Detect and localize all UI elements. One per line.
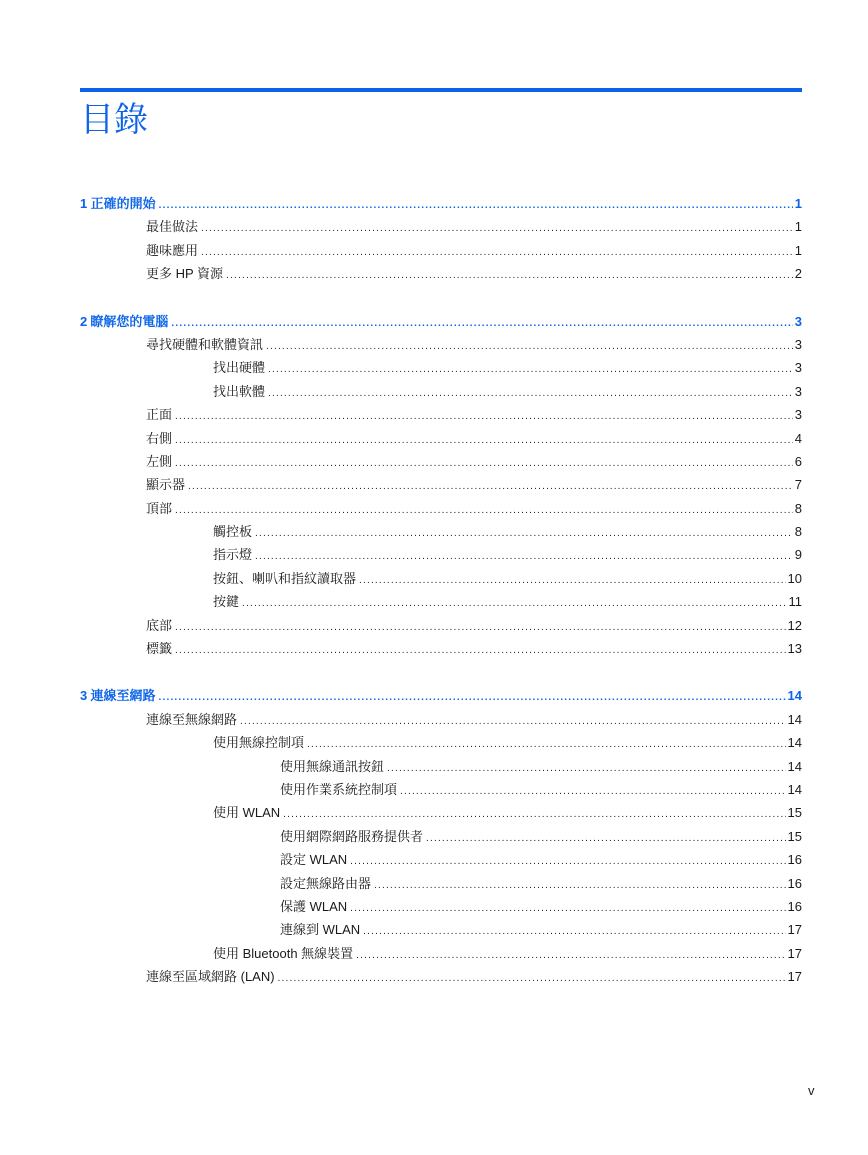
toc-entry[interactable]	[0, 590, 802, 613]
dot-leader	[400, 780, 786, 803]
toc-entry[interactable]	[0, 918, 802, 941]
dot-leader	[201, 241, 793, 264]
toc-entry-label: 連線至網路	[90, 688, 156, 704]
dot-leader	[350, 897, 785, 920]
dot-leader	[359, 569, 786, 592]
dot-leader	[175, 616, 786, 639]
toc-page-number: 8	[794, 524, 802, 540]
page-title: 目錄	[80, 101, 148, 139]
toc-page-number: 9	[794, 547, 802, 563]
toc-entry-label: 連線到 WLAN	[280, 922, 361, 938]
toc-entry[interactable]	[0, 778, 802, 801]
toc-page-number: 14	[787, 711, 802, 727]
toc-page-number: 7	[794, 477, 802, 493]
toc-page-number: 1	[794, 219, 802, 235]
toc-page-number: 3	[794, 383, 802, 399]
toc-entry-label: 頂部	[146, 500, 173, 516]
toc-entry-label: 按鈕、喇叭和指紋讀取器	[213, 570, 357, 586]
chapter-number: 1	[80, 196, 88, 211]
toc-entry[interactable]	[0, 872, 802, 895]
chapter-number: 3	[80, 688, 88, 704]
toc-entry-label: 尋找硬體和軟體資訊	[146, 336, 264, 352]
dot-leader	[201, 217, 793, 240]
page-number: v	[808, 1083, 815, 1098]
toc-entry[interactable]	[0, 848, 802, 871]
dot-leader	[175, 639, 786, 662]
toc-entry-label: 趣味應用	[146, 242, 199, 258]
dot-leader	[283, 803, 785, 826]
toc-entry[interactable]	[0, 262, 802, 285]
toc-entry-label: 底部	[146, 617, 173, 633]
dot-leader	[356, 944, 785, 967]
toc-page-number: 3	[794, 336, 802, 352]
toc-entry[interactable]	[0, 731, 802, 754]
toc-entry-label: 顯示器	[146, 477, 186, 493]
toc-entry[interactable]	[0, 755, 802, 778]
dot-leader	[363, 920, 785, 943]
toc-entry[interactable]	[0, 520, 802, 543]
toc-entry-label: 右側	[146, 430, 173, 446]
toc-page-number: 8	[794, 500, 802, 516]
toc-entry-label: 按鍵	[213, 594, 240, 610]
toc-entry[interactable]	[0, 801, 802, 824]
toc-entry[interactable]	[0, 497, 802, 520]
table-of-contents	[0, 192, 868, 1013]
chapter-number: 2	[80, 313, 88, 329]
dot-leader	[307, 733, 786, 756]
toc-entry[interactable]	[0, 450, 802, 473]
toc-entry[interactable]	[0, 215, 802, 238]
toc-entry[interactable]	[0, 239, 802, 262]
toc-entry[interactable]	[0, 895, 802, 918]
toc-entry[interactable]	[0, 403, 802, 426]
toc-page-number: 16	[787, 852, 802, 868]
toc-entry-label: 正面	[146, 407, 173, 423]
toc-page-number: 17	[787, 945, 802, 961]
chapter-1	[0, 192, 868, 286]
toc-entry-label: 設定 WLAN	[280, 852, 348, 868]
chapter-2	[0, 310, 868, 661]
toc-entry-label: 使用網際網路服務提供者	[280, 828, 424, 844]
dot-leader	[374, 874, 786, 897]
toc-entry[interactable]	[0, 380, 802, 403]
toc-page-number: 14	[787, 735, 802, 751]
dot-leader	[268, 382, 793, 405]
toc-entry[interactable]	[0, 965, 802, 988]
toc-page-number: 14	[787, 781, 802, 797]
toc-entry[interactable]	[0, 825, 802, 848]
toc-entry-label: 連線至無線網路	[146, 711, 238, 727]
dot-leader	[226, 264, 793, 287]
toc-entry-label: 標籤	[146, 641, 173, 657]
toc-entry[interactable]	[0, 427, 802, 450]
dot-leader	[175, 452, 793, 475]
toc-page-number: 14	[787, 688, 802, 704]
toc-page-number: 11	[788, 594, 802, 610]
toc-entry[interactable]	[0, 708, 802, 731]
toc-chapter-entry[interactable]	[0, 192, 802, 215]
toc-entry-label: 使用 WLAN	[213, 805, 281, 821]
toc-entry[interactable]	[0, 637, 802, 660]
dot-leader	[266, 335, 793, 358]
dot-leader	[175, 405, 793, 428]
dot-leader	[175, 499, 793, 522]
dot-leader	[268, 358, 793, 381]
dot-leader	[242, 592, 786, 615]
dot-leader	[426, 827, 786, 850]
toc-entry[interactable]	[0, 942, 802, 965]
toc-chapter-entry[interactable]	[0, 310, 802, 333]
toc-entry-label: 更多 HP 資源	[146, 266, 224, 282]
toc-entry-label: 設定無線路由器	[280, 875, 372, 891]
toc-page-number: 3	[794, 360, 802, 376]
dot-leader	[255, 522, 793, 545]
toc-page-number: 12	[787, 617, 802, 633]
dot-leader	[188, 475, 793, 498]
toc-page-number: 13	[787, 641, 802, 657]
chapter-3	[0, 684, 868, 988]
toc-page-number: 17	[787, 922, 802, 938]
toc-page-number: 15	[787, 805, 802, 821]
toc-page-number: 16	[787, 898, 802, 914]
dot-leader	[387, 757, 786, 780]
dot-leader	[171, 312, 792, 335]
toc-entry-label: 指示燈	[213, 547, 253, 563]
toc-entry-label: 觸控板	[213, 524, 253, 540]
dot-leader	[350, 850, 785, 873]
toc-entry[interactable]	[0, 473, 802, 496]
toc-entry-label: 瞭解您的電腦	[90, 313, 169, 329]
toc-page-number: 14	[787, 758, 802, 774]
toc-entry-label: 找出硬體	[213, 360, 266, 376]
toc-page-number: 2	[794, 266, 802, 282]
toc-entry-label: 連線至區域網路 (LAN)	[146, 969, 275, 985]
toc-page-number: 15	[787, 828, 802, 844]
toc-entry-label: 左側	[146, 453, 173, 469]
toc-entry[interactable]	[0, 567, 802, 590]
toc-page-number: 16	[787, 875, 802, 891]
toc-entry[interactable]	[0, 614, 802, 637]
dot-leader	[278, 967, 786, 990]
toc-entry-label: 最佳做法	[146, 219, 199, 235]
toc-page-number: 3	[794, 313, 802, 329]
toc-entry-label: 保護 WLAN	[280, 898, 348, 914]
toc-entry-label: 正確的開始	[90, 196, 156, 211]
toc-entry-label: 找出軟體	[213, 383, 266, 399]
dot-leader	[175, 429, 793, 452]
toc-entry-label: 使用無線通訊按鈕	[280, 758, 385, 774]
toc-entry-label: 使用作業系統控制項	[280, 781, 398, 797]
title-rule	[80, 88, 802, 92]
toc-page-number: 1	[794, 196, 802, 211]
toc-page-number: 10	[787, 570, 802, 586]
toc-entry-label: 使用 Bluetooth 無線裝置	[213, 945, 354, 961]
toc-chapter-entry[interactable]	[0, 684, 802, 707]
toc-entry[interactable]	[0, 356, 802, 379]
toc-page-number: 17	[787, 969, 802, 985]
toc-page-number: 4	[794, 430, 802, 446]
toc-page-number: 1	[794, 242, 802, 258]
dot-leader	[159, 686, 786, 709]
toc-entry-label: 使用無線控制項	[213, 735, 305, 751]
dot-leader	[240, 710, 786, 733]
toc-entry[interactable]	[0, 333, 802, 356]
toc-page-number: 3	[794, 407, 802, 423]
toc-page-number: 6	[794, 453, 802, 469]
dot-leader	[255, 545, 793, 568]
dot-leader	[159, 194, 793, 217]
toc-entry[interactable]	[0, 543, 802, 566]
